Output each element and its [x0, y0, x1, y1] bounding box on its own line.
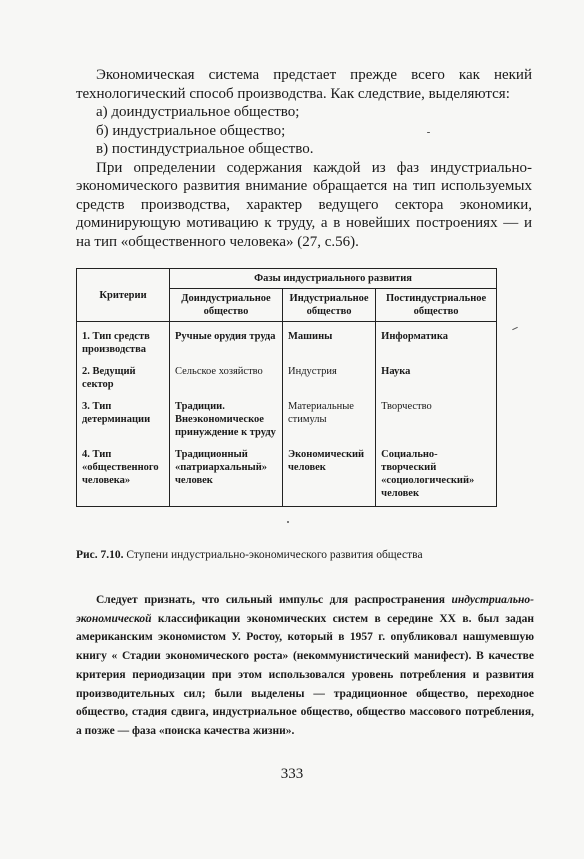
table-cell: Материальные стимулы — [283, 395, 376, 443]
table-cell: Творчество — [376, 395, 497, 443]
intro-paragraph: Экономическая система предстает прежде всего как некий технологический способ производства. Как следствие, выделяются: — [76, 67, 532, 102]
criterion-cell: 3. Тип детерминации — [77, 395, 170, 443]
column-header: Доиндустриальное общество — [170, 289, 283, 322]
caption-text: Ступени индустриально-экономического развития общества — [126, 549, 423, 561]
italic-term: индустриально-экономической — [76, 594, 534, 625]
table-cell: Традиции. Внеэкономическое принуждение к труду — [170, 395, 283, 443]
criterion-cell: 1. Тип средств производства — [77, 322, 170, 361]
scan-speck — [512, 327, 518, 330]
table-row — [77, 443, 497, 507]
table-cell: Машины — [283, 322, 376, 361]
table-row — [77, 395, 497, 443]
paragraph-text: Следует признать, что сильный импульс для распространения — [96, 594, 452, 606]
table-cell: Традиционный «патриархальный» человек — [170, 443, 283, 507]
phases-header: Фазы индустриального развития — [170, 269, 497, 289]
list-item: б) индустриальное общество; — [96, 122, 286, 139]
figure-caption — [76, 549, 536, 561]
main-text — [76, 66, 532, 251]
column-header: Индустриальное общество — [283, 289, 376, 322]
list-item: а) доиндустриальное общество; — [96, 104, 300, 120]
caption-label: Рис. 7.10. — [76, 549, 124, 561]
table-row — [77, 360, 497, 395]
table-cell: Экономический человек — [283, 443, 376, 507]
table-cell: Социально-творческий «социологический» человек — [376, 443, 497, 507]
table-cell: Ручные орудия труда — [170, 322, 283, 361]
criteria-header: Критерии — [77, 269, 170, 322]
society-types-list — [76, 103, 532, 159]
scan-speck — [427, 132, 430, 133]
criterion-cell: 2. Ведущий сектор — [77, 360, 170, 395]
table-cell: Наука — [376, 360, 497, 395]
table-row — [77, 322, 497, 361]
paragraph-text: классификации экономических систем в середине XX в. был задан американским экономистом У. Ростоу, который в 1957 г. опубликовал нашумевшую книгу « Стадии экономического роста» (некоммунистический манифест). В качестве критерия периодизации при этом использовался уровень потребления и развития производительных сил; были выделены — традиционное общество, переходное общество, стадия сдвига, индустриальное общество, общество массового потребления, а позже — фаза «поиска качества жизни». — [76, 612, 534, 737]
page-number: 333 — [280, 766, 304, 782]
table-cell: Информатика — [376, 322, 497, 361]
phases-table — [76, 268, 497, 507]
column-header: Постиндустриальное общество — [376, 289, 497, 322]
rostow-paragraph — [76, 591, 534, 741]
scan-speck — [287, 521, 289, 523]
table-cell: Индустрия — [283, 360, 376, 395]
criteria-paragraph: При определении содержания каждой из фаз индустриально-экономического развития внимание обращается на тип используемых средств производства, характер ведущего сектора экономики, доминирующую мотивацию к труду, а в новейших построениях — и на тип «общественного человека» (27, с.56). — [76, 159, 532, 250]
table-cell: Сельское хозяйство — [170, 360, 283, 395]
list-item: в) постиндустриальное общество. — [96, 141, 314, 157]
criterion-cell: 4. Тип «общественного человека» — [77, 443, 170, 507]
